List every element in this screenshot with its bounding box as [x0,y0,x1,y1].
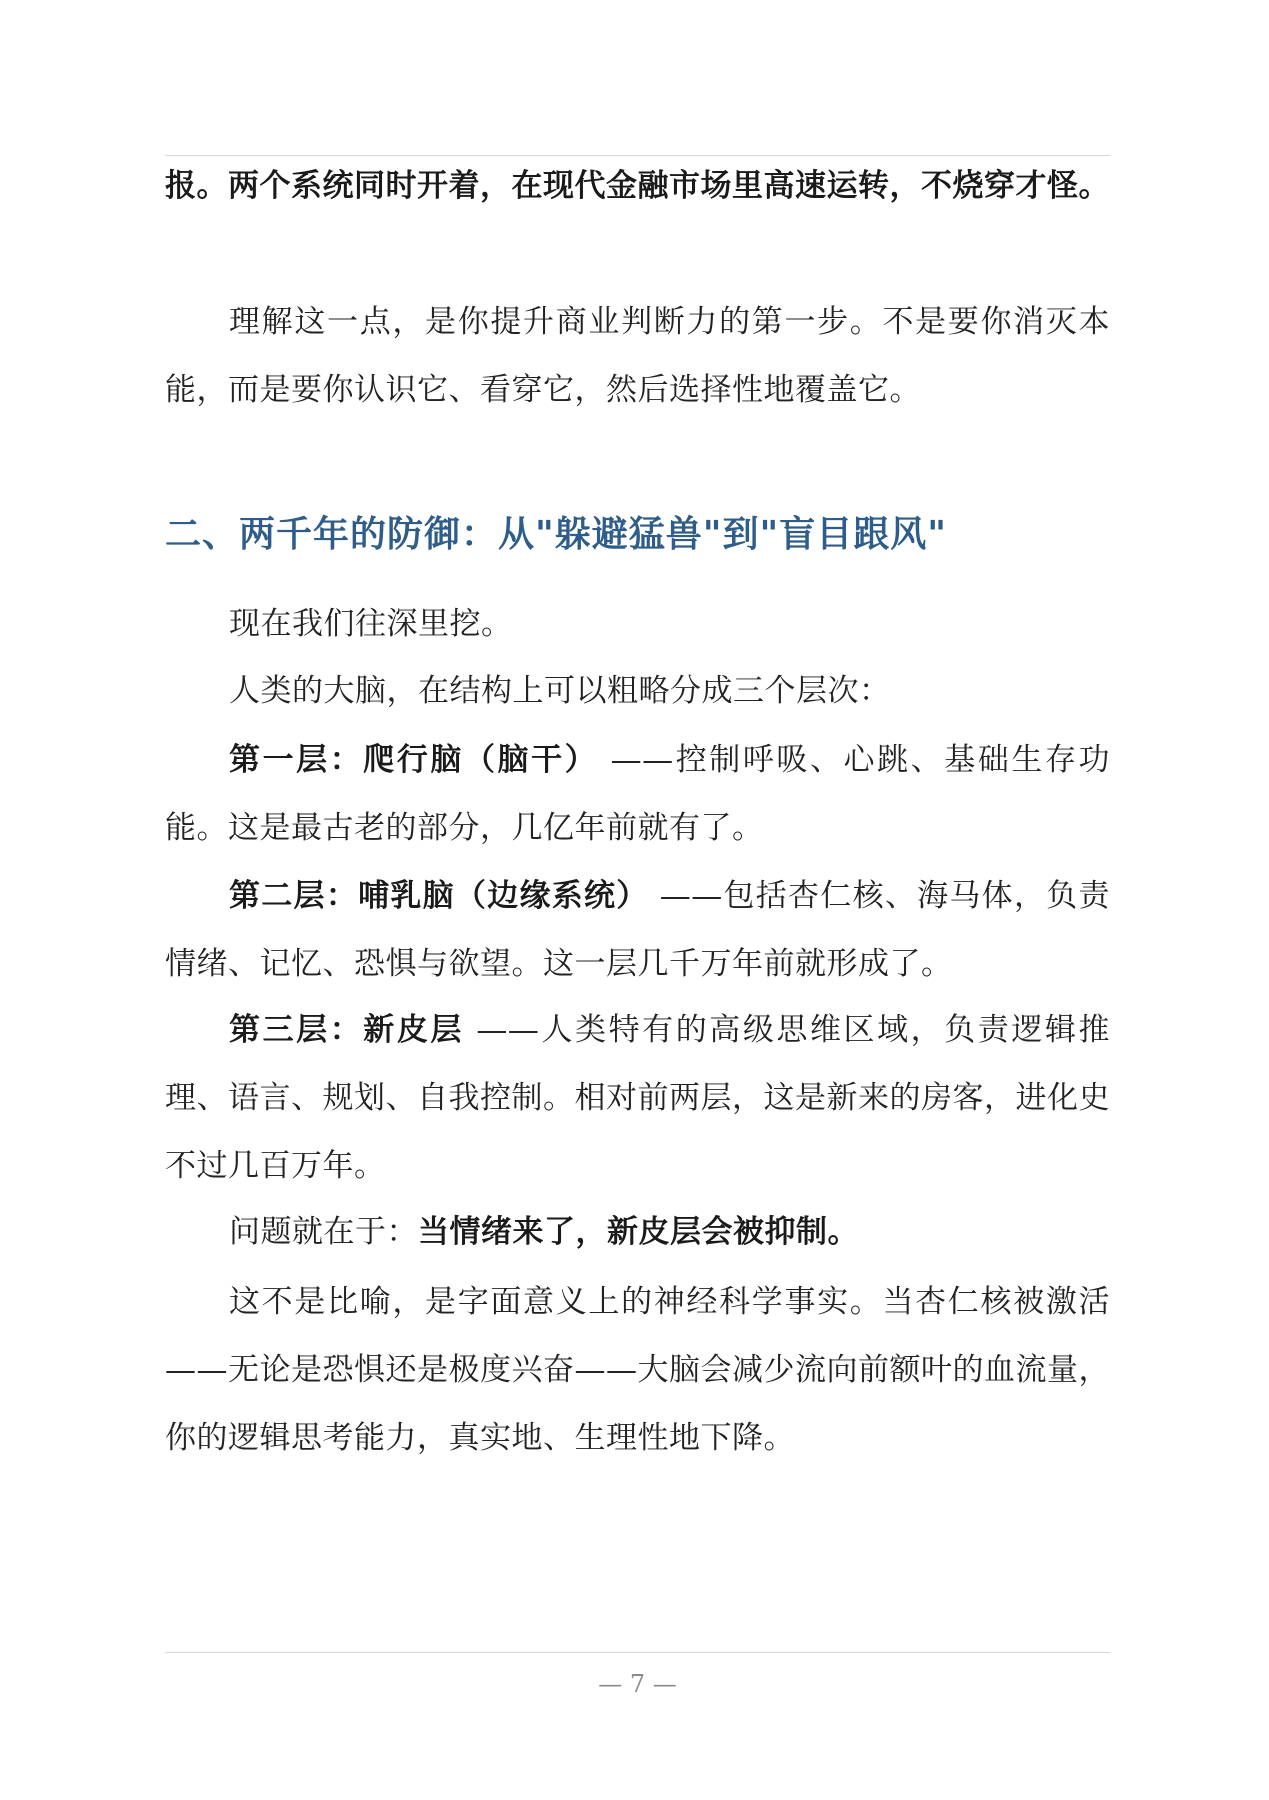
layer-three-title: 第三层：新皮层 [229,1012,464,1048]
paragraph-layer-three [165,996,1110,1200]
paragraph-neuroscience-fact: 这不是比喻，是字面意义上的神经科学事实。当杏仁核被激活——无论是恐惧还是极度兴奋——大脑会减少流向前额叶的血流量，你的逻辑思考能力，真实地、生理性地下降。 [165,1284,1110,1456]
footer-rule [165,1652,1110,1653]
layer-two-title: 第二层：哺乳脑（边缘系统） [229,878,649,914]
layer-one-description: ——控制呼吸、心跳、基础生存功能。这是最古老的部分，几亿年前就有了。 [165,742,1111,846]
layer-two-description: ——包括杏仁核、海马体，负责情绪、记忆、恐惧与欲望。这一层几千万年前就形成了。 [165,878,1111,982]
layer-three-description: ——人类特有的高级思维区域，负责逻辑推理、语言、规划、自我控制。相对前两层，这是新来的房客，进化史不过几百万年。 [165,1012,1111,1184]
paragraph-judgment: 理解这一点，是你提升商业判断力的第一步。不是要你消灭本能，而是要你认识它、看穿它，然后选择性地覆盖它。 [165,304,1110,408]
paragraph-brain-layers-intro: 人类的大脑，在结构上可以粗略分成三个层次： [229,673,891,709]
problem-emphasis: 当情绪来了，新皮层会被抑制。 [418,1214,859,1250]
paragraph-layer-two [165,862,1110,998]
section-heading: 二、两千年的防御：从"躲避猛兽"到"盲目跟风" [165,514,948,555]
problem-lead: 问题就在于： [229,1214,418,1250]
paragraph-problem [165,1198,1110,1266]
paragraph-dig-deeper: 现在我们往深里挖。 [229,606,513,642]
layer-one-title: 第一层：爬行脑（脑干） [229,742,599,778]
document-page [165,0,1110,1800]
paragraph-layer-one [165,726,1110,862]
page-number: — 7 — [598,1670,677,1698]
paragraph-continuation: 报。两个系统同时开着，在现代金融市场里高速运转，不烧穿才怪。 [165,168,1110,204]
